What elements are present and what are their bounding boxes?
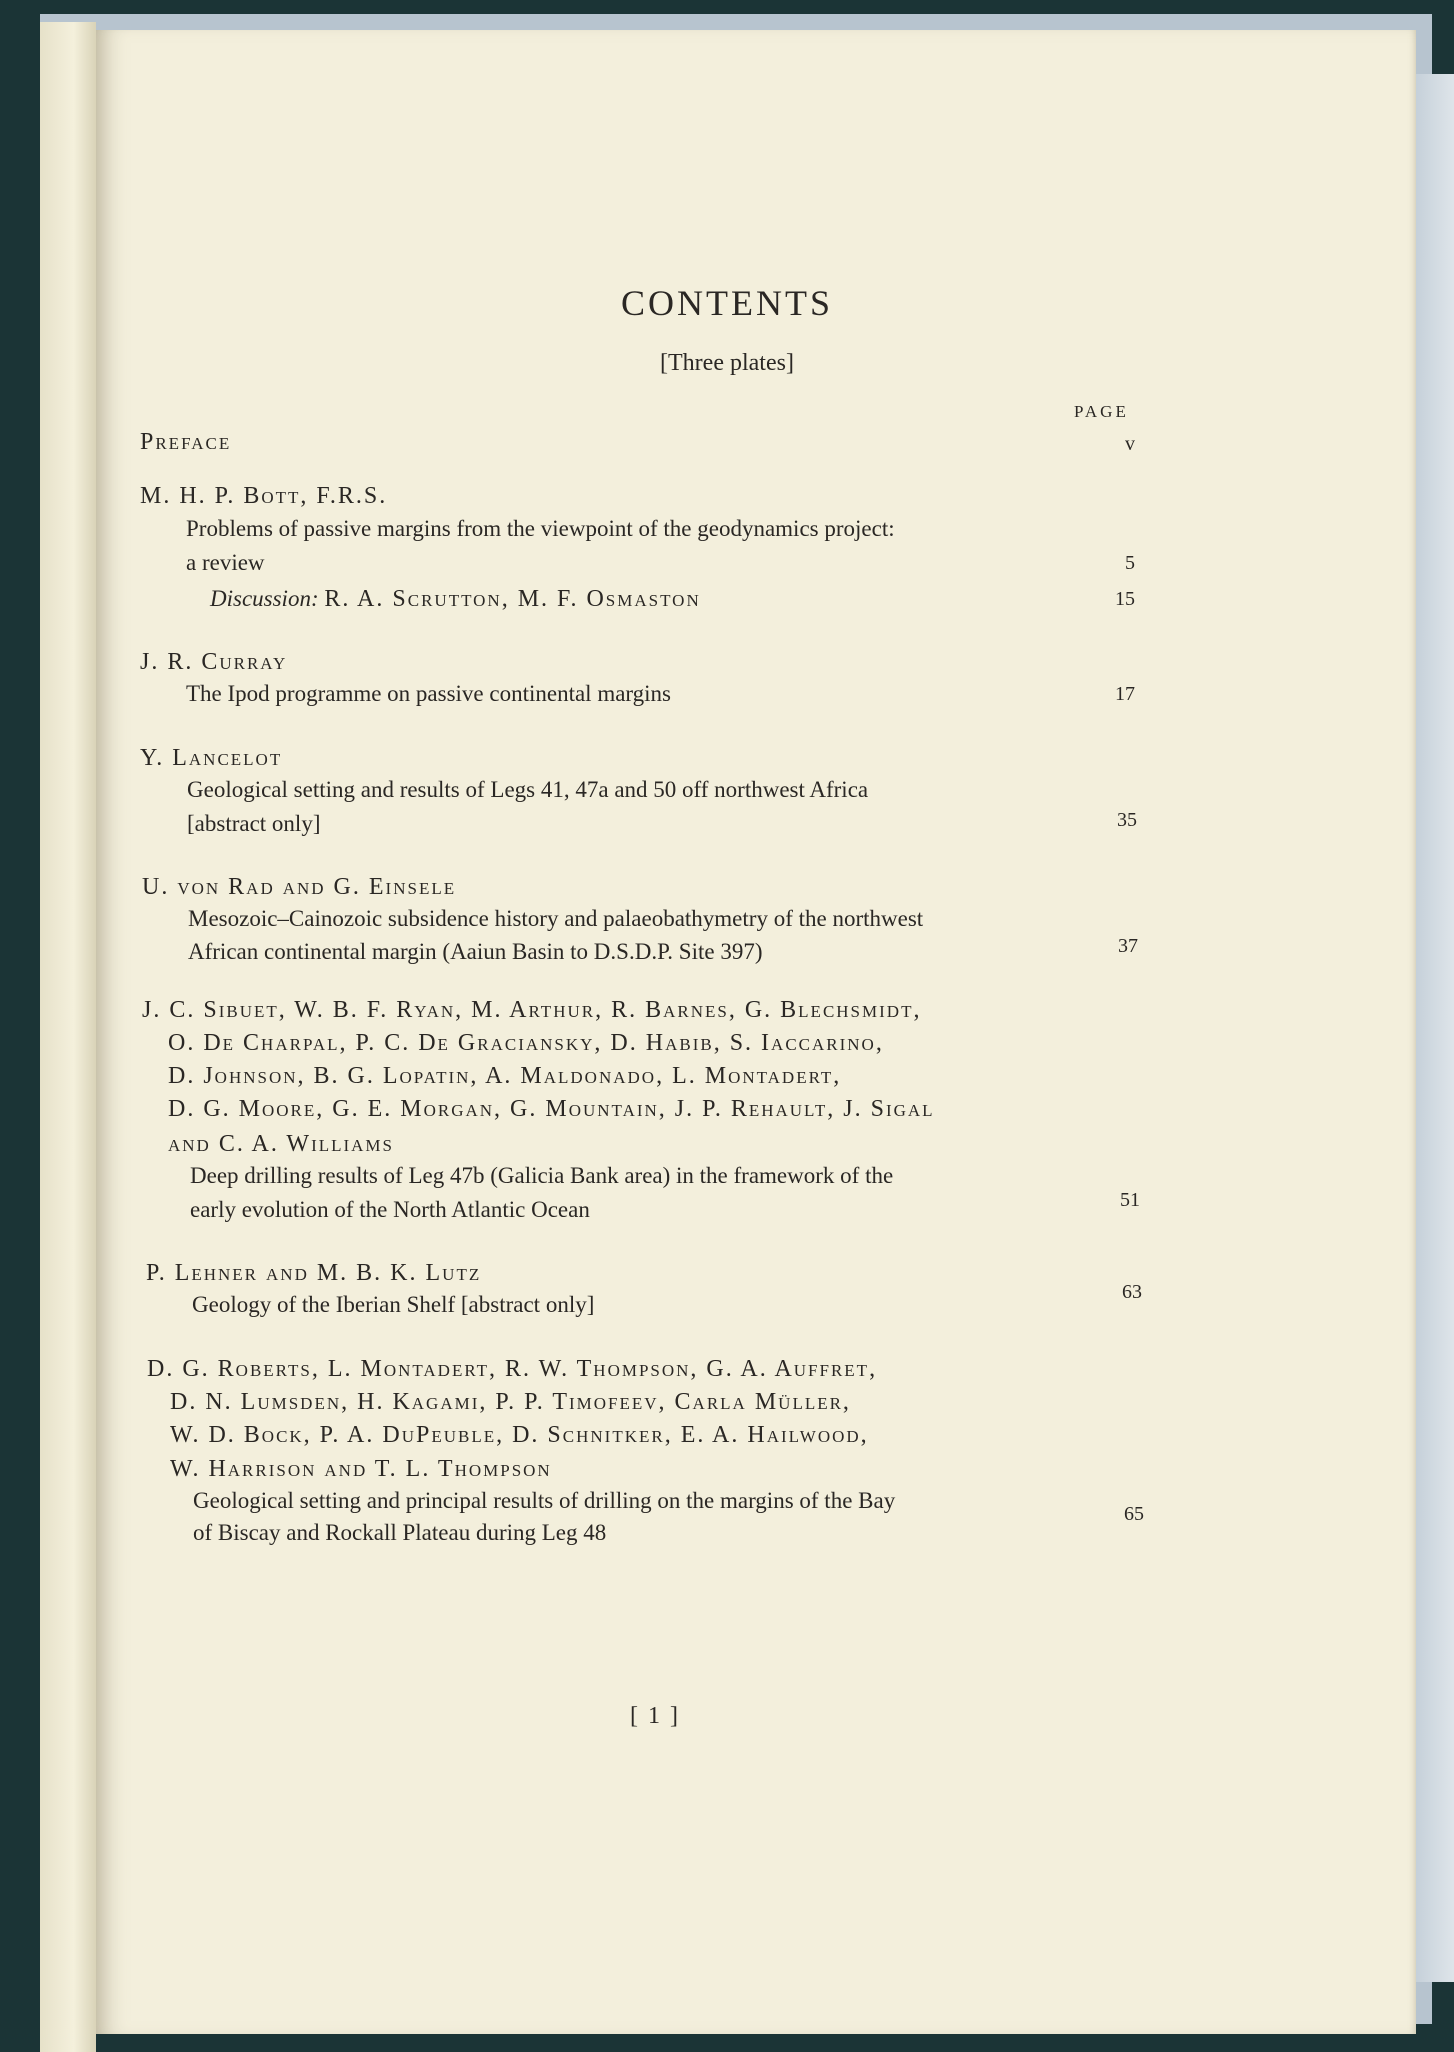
entry-authors: U. von Rad and G. Einsele: [142, 874, 457, 900]
entry-authors: D. Johnson, B. G. Lopatin, A. Maldonado, L. Montadert,: [168, 1063, 842, 1089]
left-page-edge: [40, 22, 96, 2052]
entry-title-line: of Biscay and Rockall Plateau during Leg 48: [193, 1520, 607, 1545]
entry-title-line: Geological setting and principal results of drilling on the margins of the Bay: [193, 1488, 896, 1513]
entry-authors: D. G. Moore, G. E. Morgan, G. Mountain, J. P. Rehault, J. Sigal: [168, 1096, 935, 1122]
page-folio: [ 1 ]: [630, 1703, 680, 1729]
entry-page: 63: [1122, 1281, 1142, 1303]
entry-title-line: Geological setting and results of Legs 41, 47a and 50 off northwest Africa: [187, 777, 869, 802]
discussion-label: Discussion:: [210, 586, 319, 611]
entry-authors: D. G. Roberts, L. Montadert, R. W. Thompson, G. A. Auffret,: [147, 1356, 878, 1382]
entry-page: 35: [1117, 809, 1137, 831]
entry-title-line: [abstract only]: [187, 811, 321, 836]
entry-page: 65: [1124, 1503, 1144, 1525]
entry-authors: M. H. P. Bott, F.R.S.: [140, 483, 388, 509]
entry-authors: D. N. Lumsden, H. Kagami, P. P. Timofeev, Carla Müller,: [170, 1389, 851, 1415]
entry-title-line: a review: [186, 550, 265, 575]
entry-authors: O. De Charpal, P. C. De Graciansky, D. Habib, S. Iaccarino,: [168, 1030, 884, 1056]
discussion-authors: R. A. Scrutton, M. F. Osmaston: [324, 586, 701, 612]
entry-title-line: Geology of the Iberian Shelf [abstract only]: [192, 1292, 595, 1317]
entry-title-line: African continental margin (Aaiun Basin to D.S.D.P. Site 397): [188, 939, 763, 964]
entry-page: 37: [1118, 935, 1138, 957]
entry-title-line: The Ipod programme on passive continental margins: [186, 681, 672, 706]
preface-page: v: [1125, 433, 1135, 455]
entry-title-line: Deep drilling results of Leg 47b (Galicia Bank area) in the framework of the: [190, 1163, 894, 1188]
entry-authors: W. Harrison and T. L. Thompson: [170, 1456, 552, 1482]
page-subtitle: [Three plates]: [660, 350, 794, 376]
entry-title-line: early evolution of the North Atlantic Ocean: [190, 1197, 590, 1222]
entry-page: 51: [1120, 1189, 1140, 1211]
entry-page: 17: [1115, 683, 1135, 705]
entry-authors: J. C. Sibuet, W. B. F. Ryan, M. Arthur, R. Barnes, G. Blechsmidt,: [142, 997, 922, 1023]
entry-authors: P. Lehner and M. B. K. Lutz: [146, 1260, 482, 1286]
entry-title-line: Problems of passive margins from the viewpoint of the geodynamics project:: [186, 516, 895, 541]
entry-authors: Y. Lancelot: [140, 745, 283, 771]
entry-title-line: Mesozoic–Cainozoic subsidence history and palaeobathymetry of the northwest: [188, 906, 924, 931]
entry-authors: J. R. Curray: [140, 649, 288, 675]
page-column-heading: PAGE: [1074, 402, 1129, 421]
page-title: CONTENTS: [621, 283, 833, 323]
entry-authors: W. D. Bock, P. A. DuPeuble, D. Schnitker, E. A. Hailwood,: [170, 1422, 869, 1448]
entry-page: 5: [1125, 552, 1135, 574]
entry-authors: and C. A. Williams: [168, 1131, 395, 1157]
preface-label: Preface: [140, 429, 232, 455]
discussion-page: 15: [1115, 588, 1135, 610]
